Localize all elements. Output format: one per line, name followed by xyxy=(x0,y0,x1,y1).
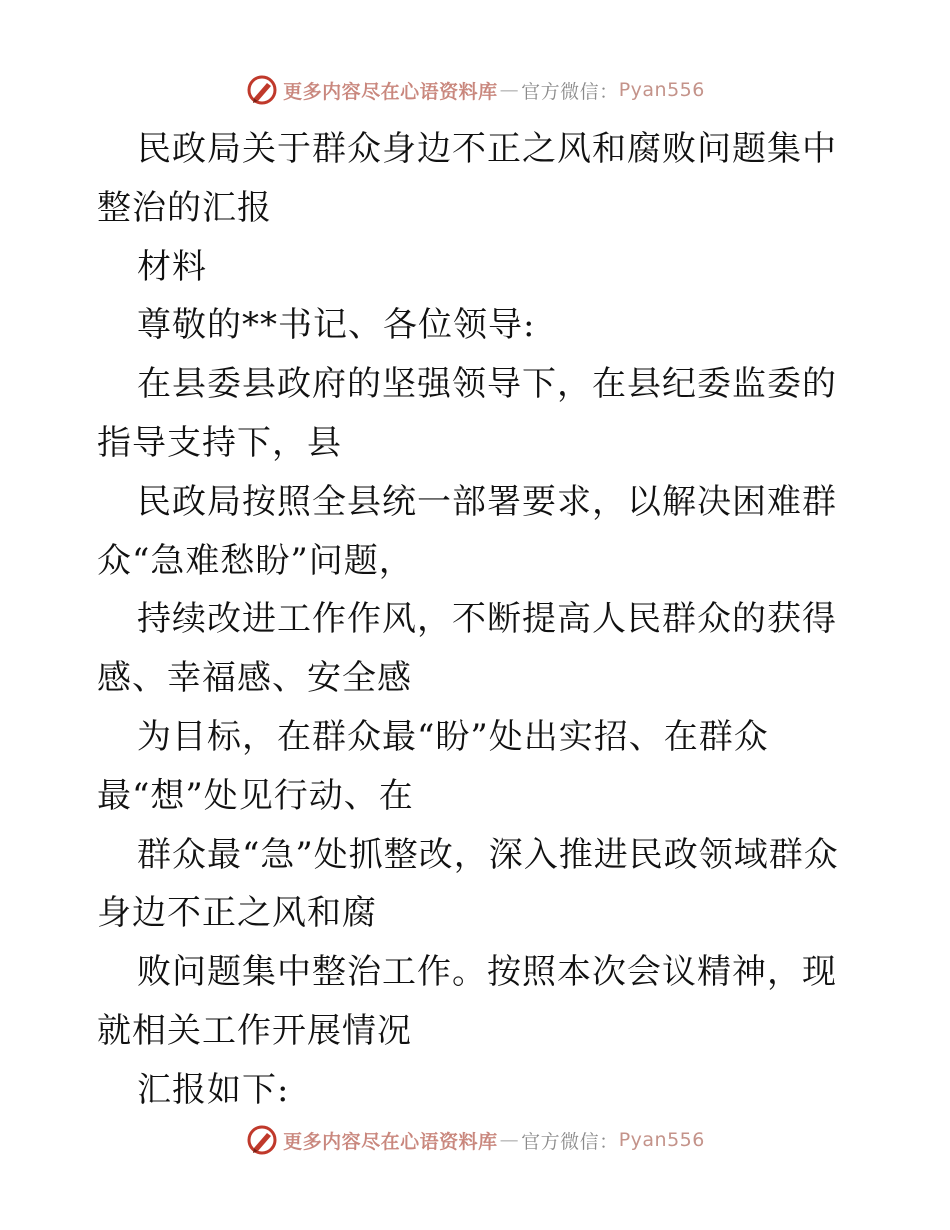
paragraph: 持续改进工作作风，不断提高人民群众的获得感、幸福感、安全感 xyxy=(97,599,837,699)
paragraph: 汇报如下: xyxy=(137,1069,290,1110)
watermark-wechat-id: Pyan556 xyxy=(618,79,705,101)
paragraph: 为目标，在群众最“盼”处出实招、在群众最“想”处见行动、在 xyxy=(97,716,769,816)
document-title: 民政局关于群众身边不正之风和腐败问题集中整治的汇报 xyxy=(97,129,837,228)
watermark-brand: 更多内容尽在心语资料库 xyxy=(283,80,498,103)
pen-circle-logo-icon xyxy=(245,73,279,107)
watermark-dash: — xyxy=(499,1129,520,1151)
salutation: 尊敬的**书记、各位领导: xyxy=(137,305,536,346)
footer-watermark xyxy=(0,1120,950,1160)
watermark-brand: 更多内容尽在心语资料库 xyxy=(283,1130,498,1153)
paragraph: 民政局按照全县统一部署要求，以解决困难群众“急难愁盼”问题， xyxy=(97,481,837,581)
watermark-wechat-label: 官方微信： xyxy=(521,80,619,103)
pen-circle-logo-icon xyxy=(245,1123,279,1157)
paragraph: 材料 xyxy=(137,246,207,287)
paragraph: 在县委县政府的坚强领导下，在县纪委监委的指导支持下，县 xyxy=(97,364,837,463)
paragraph: 群众最“急”处抓整改，深入推进民政领域群众身边不正之风和腐 xyxy=(97,834,839,934)
watermark-wechat-label: 官方微信： xyxy=(521,1130,619,1153)
watermark-wechat-id: Pyan556 xyxy=(618,1129,705,1151)
header-watermark xyxy=(0,70,950,110)
document-body xyxy=(97,120,857,1120)
watermark-dash: — xyxy=(499,79,520,101)
paragraph: 败问题集中整治工作。按照本次会议精神，现就相关工作开展情况 xyxy=(97,952,837,1051)
